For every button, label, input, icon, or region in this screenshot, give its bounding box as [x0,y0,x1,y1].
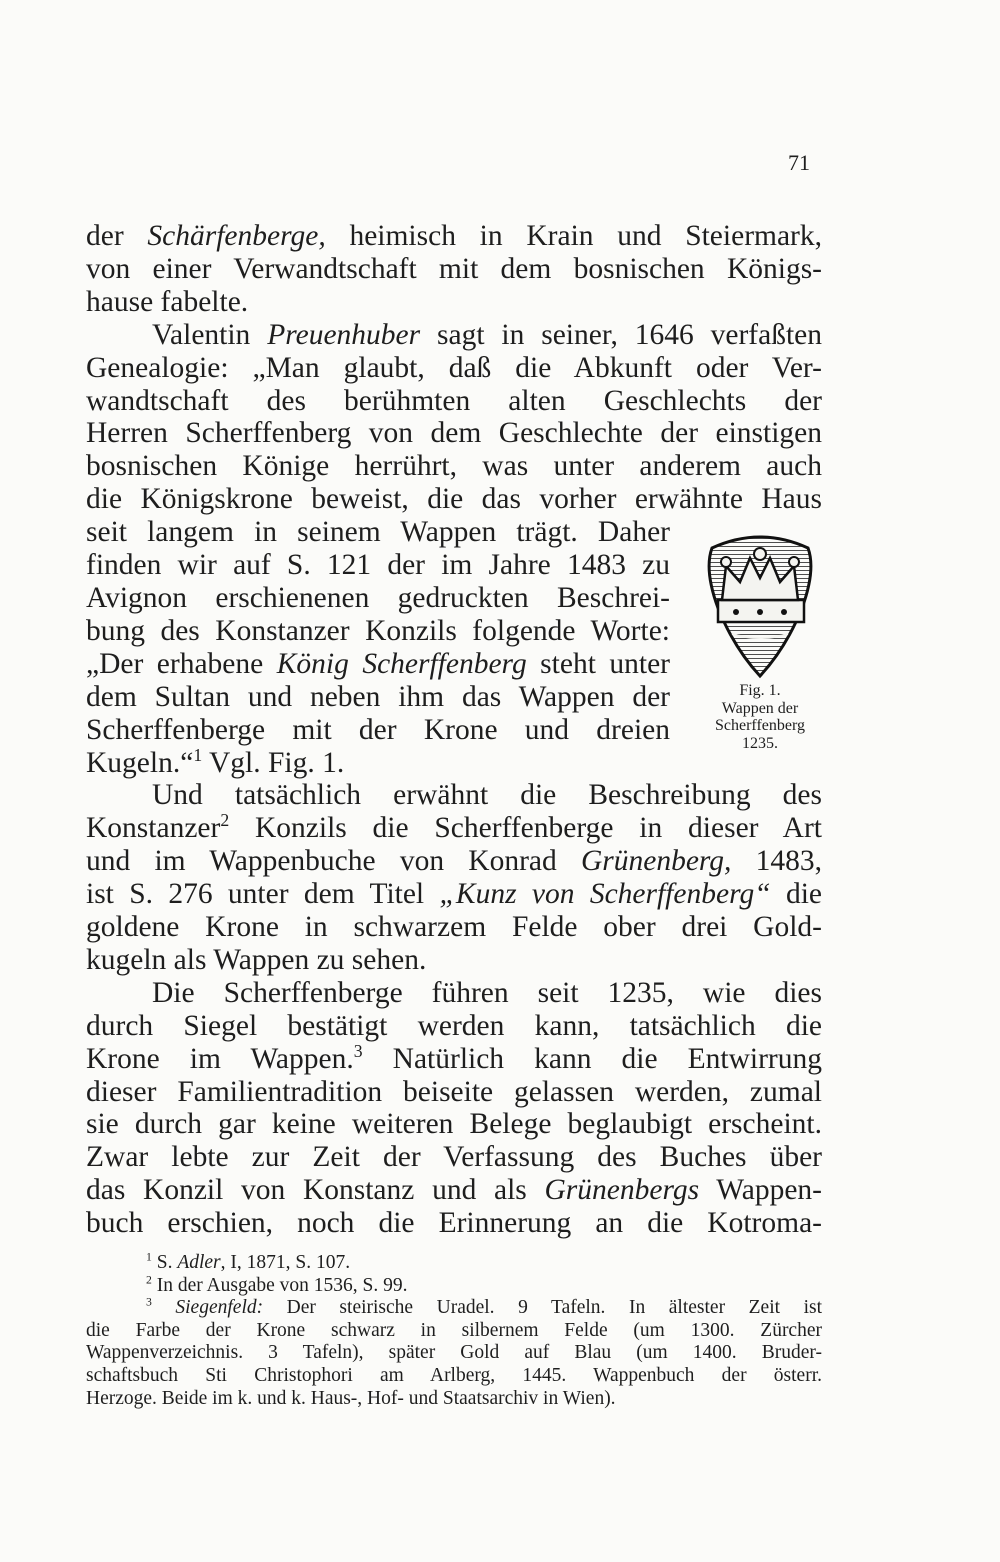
text-line [86,1141,822,1174]
text-run: Scherffenberge mit der Krone und dreien [86,713,670,746]
text-line [86,615,670,648]
text-run: Konzils die Scherffenberge in dieser Art [229,812,822,845]
text-line [86,286,822,319]
text-run: 1483, [731,845,823,878]
text-line [86,483,822,516]
footnote [86,1275,822,1298]
text-run: von einer Verwandtschaft mit dem bosnischen Königs- [86,252,822,285]
text-run: dem Sultan und neben ihm das Wappen der [86,680,670,713]
figure-caption-line-2: Scherffenberg [714,717,806,734]
text-line [86,812,822,845]
footnote [86,1297,822,1410]
footnote-marker: 1 [146,1250,152,1264]
text-line [86,549,670,582]
text-run: goldene Krone in schwarzem Felde ober drei Gold- [86,911,822,944]
text-line [86,417,822,450]
text-line [86,319,822,352]
text-line [86,1297,822,1320]
text-line [86,385,822,418]
italic-text: Grünenbergs [544,1174,700,1207]
text-run: sagt in seiner, 1646 verfaßten [420,318,822,351]
text-line [86,1010,822,1043]
text-run: das Konzil von Konstanz und als [86,1174,545,1207]
text-line [86,1040,822,1076]
text-run: Und tatsächlich erwähnt die Beschreibung des [152,779,822,812]
text-line [86,516,670,549]
text-run: die Farbe der Krone schwarz in silbernem Felde (um 1300. Zürcher [86,1319,822,1341]
footnote-marker: 3 [353,1040,363,1061]
footnote-marker: 2 [146,1273,152,1287]
text-run: Kugeln.“ [86,746,194,779]
text-line [86,253,822,286]
text-run: steht unter [526,647,670,680]
footnote-marker: 2 [220,810,230,831]
text-run: dieser Familientradition beiseite gelassen werden, zumal [86,1075,822,1108]
text-line [86,1342,822,1365]
text-run: seit langem in seinem Wappen trägt. Daher [86,516,670,549]
text-run: Die Scherffenberge führen seit 1235, wie dies [152,976,822,1009]
figure-caption-year: 1235. [742,734,778,752]
text-run: finden wir auf S. 121 der im Jahre 1483 zu [86,549,670,582]
text-run: Natürlich kann die Entwirrung [362,1042,822,1075]
italic-text: Preuenhuber [267,318,421,351]
text-run: hause fabelte. [86,285,249,318]
text-run: kugeln als Wappen zu sehen. [86,943,427,976]
text-run: , I, 1871, S. 107. [220,1252,351,1273]
text-line [86,911,822,944]
text-line [86,582,670,615]
text-run: Konstanzer [86,812,221,845]
text-run: wandtschaft des berühmten alten Geschlechts der [86,384,822,417]
text-run: Avignon erschienenen gedruckten Beschrei- [86,581,670,614]
text-run [152,1297,176,1318]
text-run: und im Wappenbuche von Konrad [86,845,581,878]
text-run: Zwar lebte zur Zeit der Verfassung des Buches über [86,1141,822,1174]
text-run: heimisch in Krain und Steiermark, [325,220,823,252]
footnotes [86,1252,822,1410]
text-run: Krone im Wappen. [86,1042,354,1075]
italic-text: Schärfenberge, [147,220,326,252]
text-run: In der Ausgabe von 1536, S. 99. [151,1274,408,1296]
text-run: Herzoge. Beide im k. und k. Haus-, Hof- und Staatsarchiv in Wien). [86,1387,616,1409]
text-run: ist S. 276 unter dem Titel [86,878,440,911]
text-run: Der steirische Uradel. 9 Tafeln. In ältester Zeit ist [263,1297,822,1319]
text-line [86,878,822,911]
text-line [86,977,822,1010]
figure-1 [690,530,830,680]
italic-text: „Kunz von Scherffenberg“ [439,878,771,911]
text-line [86,1076,822,1109]
italic-text: Siegenfeld: [175,1297,264,1319]
text-line [86,450,822,483]
coat-of-arms-crown-shield-icon [700,530,820,680]
text-run: Genealogie: „Man glaubt, daß die Abkunft oder Ver- [86,351,822,384]
text-run: die Königskrone beweist, die das vorher erwähnte Haus [86,483,822,516]
text-line [86,1252,822,1275]
text-line [86,845,822,878]
text-line [86,1207,822,1240]
text-line [86,681,670,714]
text-run: Valentin [152,318,268,351]
text-run: Vgl. Fig. 1. [202,746,345,779]
text-line [86,1388,822,1411]
text-line [86,648,670,681]
text-line [86,744,670,780]
paragraph [86,220,822,319]
text-run: S. [151,1252,178,1273]
text-run: durch Siegel bestätigt werden kann, tatsächlich die [86,1009,822,1042]
italic-text: Grünenberg, [580,845,732,878]
text-line [86,714,670,747]
text-run: „Der erhabene [86,647,277,680]
text-line [86,944,822,977]
text-run: die [770,878,822,911]
text-line [86,1275,822,1298]
text-line [86,1365,822,1388]
text-run: buch erschien, noch die Erinnerung an die Kotroma- [86,1207,822,1240]
text-run: Herren Scherffenberg von dem Geschlechte der einstigen [86,417,822,450]
italic-text: Adler [177,1252,221,1273]
paragraph [86,779,822,976]
text-run: bosnischen Könige herrührt, was unter anderem auch [86,450,822,483]
italic-text: König Scherffenberg [276,647,527,680]
text-line [86,352,822,385]
text-line [86,1174,822,1207]
footnote-marker: 3 [146,1295,152,1309]
footnote [86,1252,822,1275]
text-line [86,779,822,812]
figure-caption [690,682,830,752]
figure-label: Fig. 1. [739,682,781,699]
figure-caption-line-1: Wappen der [721,699,799,717]
text-run: bung des Konstanzer Konzils folgende Worte: [86,614,670,647]
text-line [86,1320,822,1343]
text-run: Wappen- [699,1174,822,1207]
text-run: Wappenverzeichnis. 3 Tafeln), später Gold auf Blau (um 1400. Bruder- [86,1342,822,1364]
text-run: sie durch gar keine weiteren Belege beglaubigt erscheint. [86,1108,822,1141]
text-line [86,220,822,253]
page-number: 71 [788,150,810,175]
footnote-marker: 1 [193,744,203,765]
text-run: schaftsbuch Sti Christophori am Arlberg, 1445. Wappenbuch der österr. [86,1364,822,1386]
text-line [86,1108,822,1141]
paragraph [86,977,822,1240]
text-run: der [86,220,148,252]
